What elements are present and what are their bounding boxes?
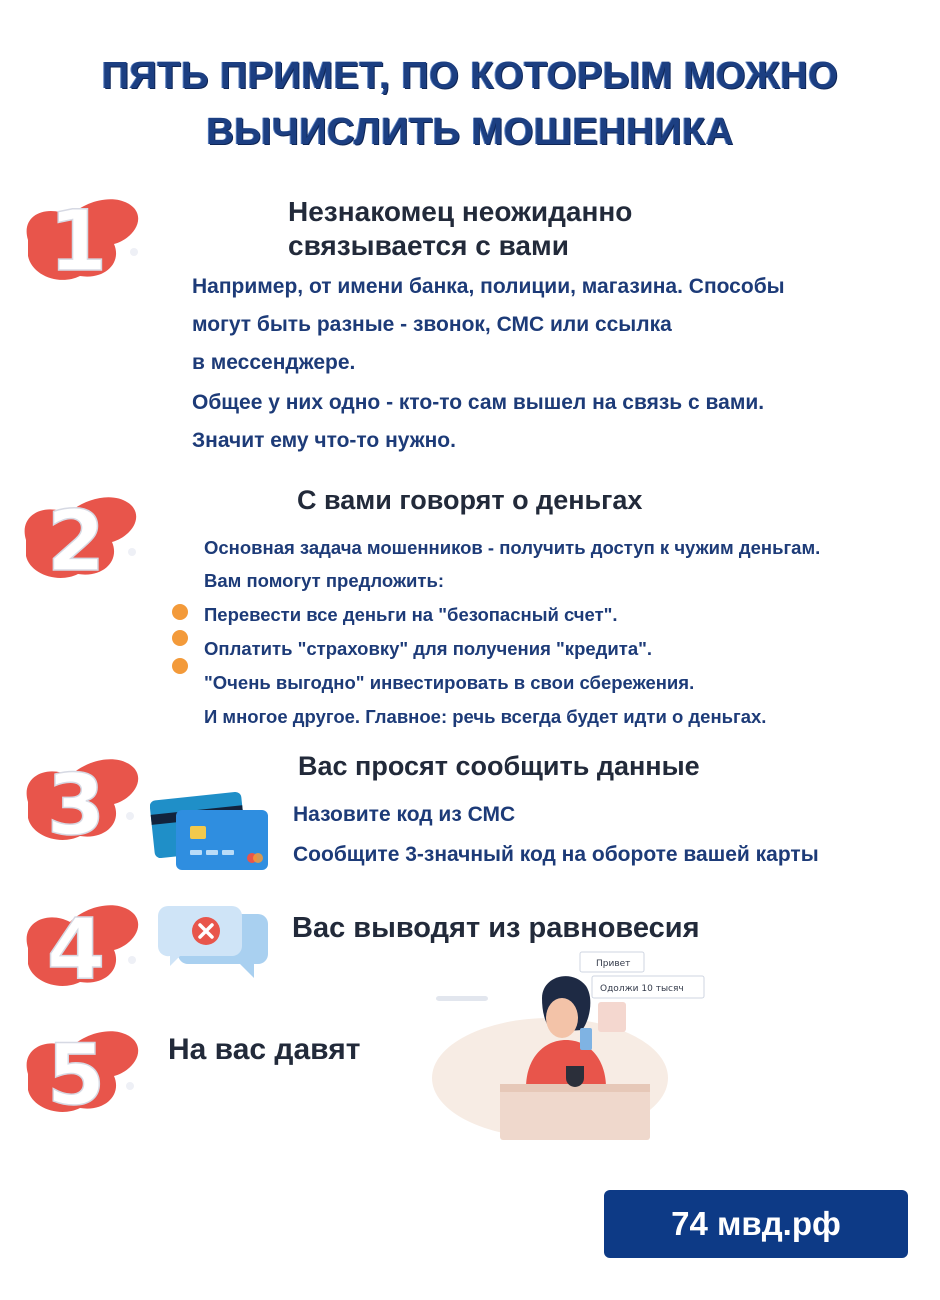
chat-bubble-2: Одолжи 10 тысяч: [600, 984, 684, 994]
section-1-text-2: могут быть разные - звонок, СМС или ссылка: [192, 313, 672, 336]
chat-bubble-1: Привет: [596, 959, 631, 969]
number-badge-3: [12, 742, 152, 852]
section-2-text-4: Оплатить "страховку" для получения "кредита".: [204, 638, 653, 659]
woman-with-phone-illustration: [430, 948, 730, 1148]
section-3-text-2: Сообщите 3-значный код на обороте вашей карты: [293, 843, 819, 866]
section-2-text-3: Перевести все деньги на "безопасный счет".: [204, 604, 618, 625]
section-2-text-1: Основная задача мошенников - получить доступ к чужим деньгам.: [204, 537, 821, 558]
bullet-dot: [172, 630, 188, 646]
section-1-heading-line-2: связывается с вами: [288, 230, 569, 261]
section-1-text-5: Значит ему что-то нужно.: [192, 429, 456, 452]
bullet-dot: [172, 658, 188, 674]
badge-number: 4: [46, 900, 106, 998]
section-2-heading: С вами говорят о деньгах: [297, 485, 643, 515]
section-3-text-1: Назовите код из СМС: [293, 803, 516, 826]
badge-number: 2: [46, 492, 106, 588]
bullet-dot: [172, 604, 188, 620]
number-badge-4: [12, 888, 152, 998]
section-4-heading: Вас выводят из равновесия: [292, 912, 700, 944]
section-1-heading-line-1: Незнакомец неожиданно: [288, 196, 633, 227]
badge-number: 1: [48, 192, 108, 290]
section-2-text-5: "Очень выгодно" инвестировать в свои сбережения.: [204, 672, 695, 693]
number-badge-1: [10, 182, 150, 292]
page-title-line-2: ВЫЧИСЛИТЬ МОШЕННИКА: [206, 111, 734, 153]
number-badge-5: [12, 1014, 152, 1124]
page-title-line-1: ПЯТЬ ПРИМЕТ, ПО КОТОРЫМ МОЖНО: [101, 55, 839, 97]
section-3-heading: Вас просят сообщить данные: [298, 751, 700, 781]
number-badge-2: [10, 478, 150, 588]
section-2-text-2: Вам помогут предложить:: [204, 570, 445, 591]
section-5-heading: На вас давят: [168, 1033, 361, 1066]
section-1-text-1: Например, от имени банка, полиции, магазина. Способы: [192, 275, 785, 298]
site-link: 74 мвд.рф: [604, 1190, 908, 1258]
badge-number: 5: [46, 1026, 106, 1124]
section-2-text-6: И многое другое. Главное: речь всегда будет идти о деньгах.: [204, 706, 767, 727]
credit-cards-icon: [150, 788, 270, 872]
error-chat-bubble-icon: [158, 900, 270, 980]
section-1-text-4: Общее у них одно - кто-то сам вышел на связь с вами.: [192, 391, 765, 414]
badge-number: 3: [46, 756, 106, 852]
section-1-text-3: в мессенджере.: [192, 351, 356, 374]
